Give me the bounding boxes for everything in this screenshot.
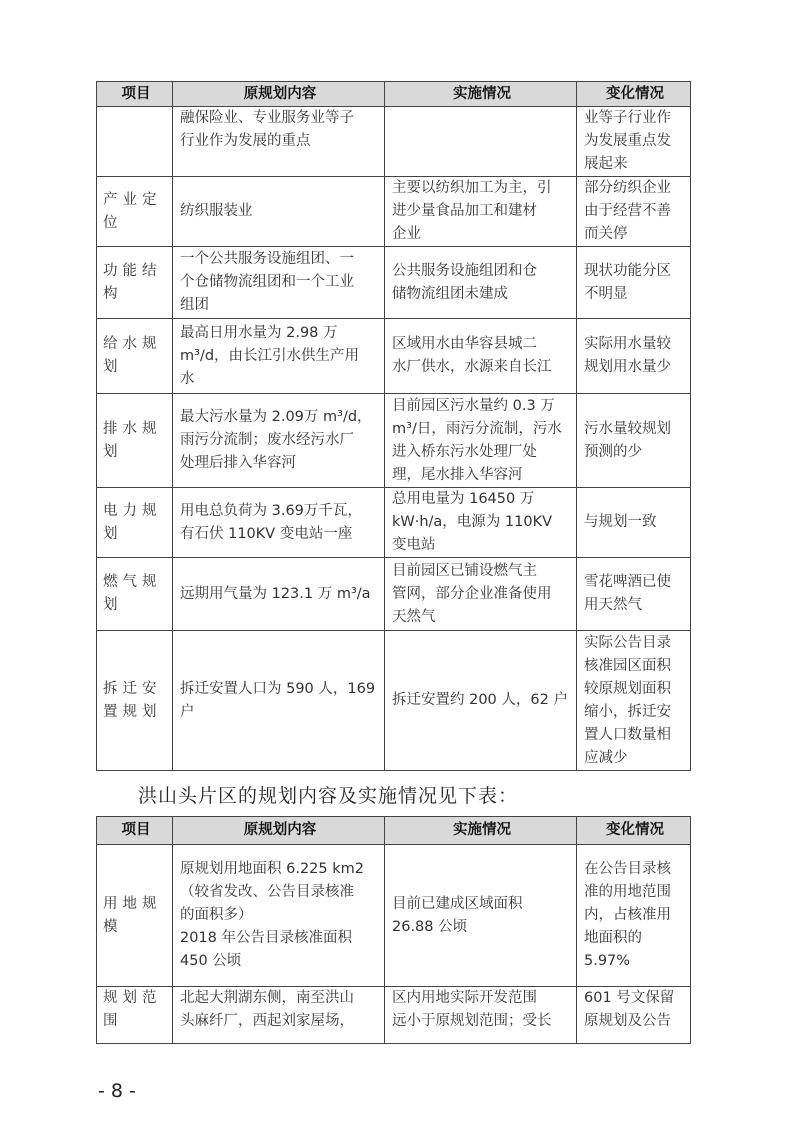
change-cell: 部分纺织企业 由于经营不善 而关停: [577, 177, 691, 247]
original-plan-cell: 北起大荆湖东侧，南至洪山 头麻纤厂，西起刘家屋场，: [173, 987, 385, 1044]
original-plan-cell: 远期用气量为 123.1 万 m³/a: [173, 558, 385, 631]
header-implementation: 实施情况: [385, 82, 577, 107]
planning-table-1: [96, 81, 691, 771]
item-cell: 给水规 划: [97, 319, 173, 394]
document-body: [96, 81, 690, 1104]
item-cell: [97, 107, 173, 177]
implementation-cell: 主要以纺织加工为主，引 进少量食品加工和建材 企业: [385, 177, 577, 247]
implementation-cell: 总用电量为 16450 万 kW·h/a，电源为 110KV 变电站: [385, 488, 577, 558]
item-cell: 拆迁安 置规划: [97, 631, 173, 771]
change-cell: 现状功能分区 不明显: [577, 247, 691, 319]
table-row: [97, 987, 691, 1044]
item-cell: 电力规 划: [97, 488, 173, 558]
original-plan-cell: 融保险业、专业服务业等子 行业作为发展的重点: [173, 107, 385, 177]
implementation-cell: 区内用地实际开发范围 远小于原规划范围；受长: [385, 987, 577, 1044]
table-row: [97, 488, 691, 558]
header-original-plan: 原规划内容: [173, 82, 385, 107]
table-caption: 洪山头片区的规划内容及实施情况见下表：: [138, 785, 519, 807]
header-item: 项目: [97, 817, 173, 845]
item-cell: 功能结 构: [97, 247, 173, 319]
page-number: - 8 -: [98, 1080, 136, 1102]
header-change: 变化情况: [577, 82, 691, 107]
item-cell: 排水规 划: [97, 394, 173, 488]
header-item: 项目: [97, 82, 173, 107]
change-cell: 601 号文保留 原规划及公告: [577, 987, 691, 1044]
change-cell: 业等子行业作 为发展重点发 展起来: [577, 107, 691, 177]
change-cell: 雪花啤酒已使 用天然气: [577, 558, 691, 631]
item-cell: 规划范 围: [97, 987, 173, 1044]
header-implementation: 实施情况: [385, 817, 577, 845]
table-row: [97, 558, 691, 631]
change-cell: 实际用水量较 规划用水量少: [577, 319, 691, 394]
original-plan-cell: 最大污水量为 2.09万 m³/d， 雨污分流制；废水经污水厂 处理后排入华容河: [173, 394, 385, 488]
table-row: [97, 394, 691, 488]
planning-table-2: [96, 816, 691, 1044]
item-cell: 燃气规 划: [97, 558, 173, 631]
table-row: [97, 319, 691, 394]
table-header-row: [97, 82, 691, 107]
table-row: [97, 631, 691, 771]
table-row: [97, 177, 691, 247]
item-cell: 产业定 位: [97, 177, 173, 247]
implementation-cell: 公共服务设施组团和仓 储物流组团未建成: [385, 247, 577, 319]
implementation-cell: 目前园区已铺设燃气主 管网，部分企业准备使用 天然气: [385, 558, 577, 631]
original-plan-cell: 纺织服装业: [173, 177, 385, 247]
table-row: [97, 845, 691, 987]
original-plan-cell: 用电总负荷为 3.69万千瓦， 有石伏 110KV 变电站一座: [173, 488, 385, 558]
table-row: [97, 247, 691, 319]
header-change: 变化情况: [577, 817, 691, 845]
implementation-cell: [385, 107, 577, 177]
original-plan-cell: 最高日用水量为 2.98 万 m³/d，由长江引水供生产用 水: [173, 319, 385, 394]
implementation-cell: 目前已建成区域面积 26.88 公顷: [385, 845, 577, 987]
implementation-cell: 拆迁安置约 200 人，62 户: [385, 631, 577, 771]
implementation-cell: 目前园区污水量约 0.3 万 m³/日，雨污分流制，污水 进入桥东污水处理厂处 理，尾水排入华容河: [385, 394, 577, 488]
original-plan-cell: 一个公共服务设施组团、一 个仓储物流组团和一个工业 组团: [173, 247, 385, 319]
implementation-cell: 区域用水由华容县城二 水厂供水，水源来自长江: [385, 319, 577, 394]
change-cell: 污水量较规划 预测的少: [577, 394, 691, 488]
table-header-row: [97, 817, 691, 845]
item-cell: 用地规 模: [97, 845, 173, 987]
change-cell: 实际公告目录 核准园区面积 较原规划面积 缩小，拆迁安 置人口数量相 应减少: [577, 631, 691, 771]
change-cell: 在公告目录核 准的用地范围 内，占核准用 地面积的 5.97%: [577, 845, 691, 987]
header-original-plan: 原规划内容: [173, 817, 385, 845]
original-plan-cell: 拆迁安置人口为 590 人，169 户: [173, 631, 385, 771]
change-cell: 与规划一致: [577, 488, 691, 558]
original-plan-cell: 原规划用地面积 6.225 km2 （较省发改、公告目录核准 的面积多） 2018 年公告目录核准面积 450 公顷: [173, 845, 385, 987]
table-row: [97, 107, 691, 177]
